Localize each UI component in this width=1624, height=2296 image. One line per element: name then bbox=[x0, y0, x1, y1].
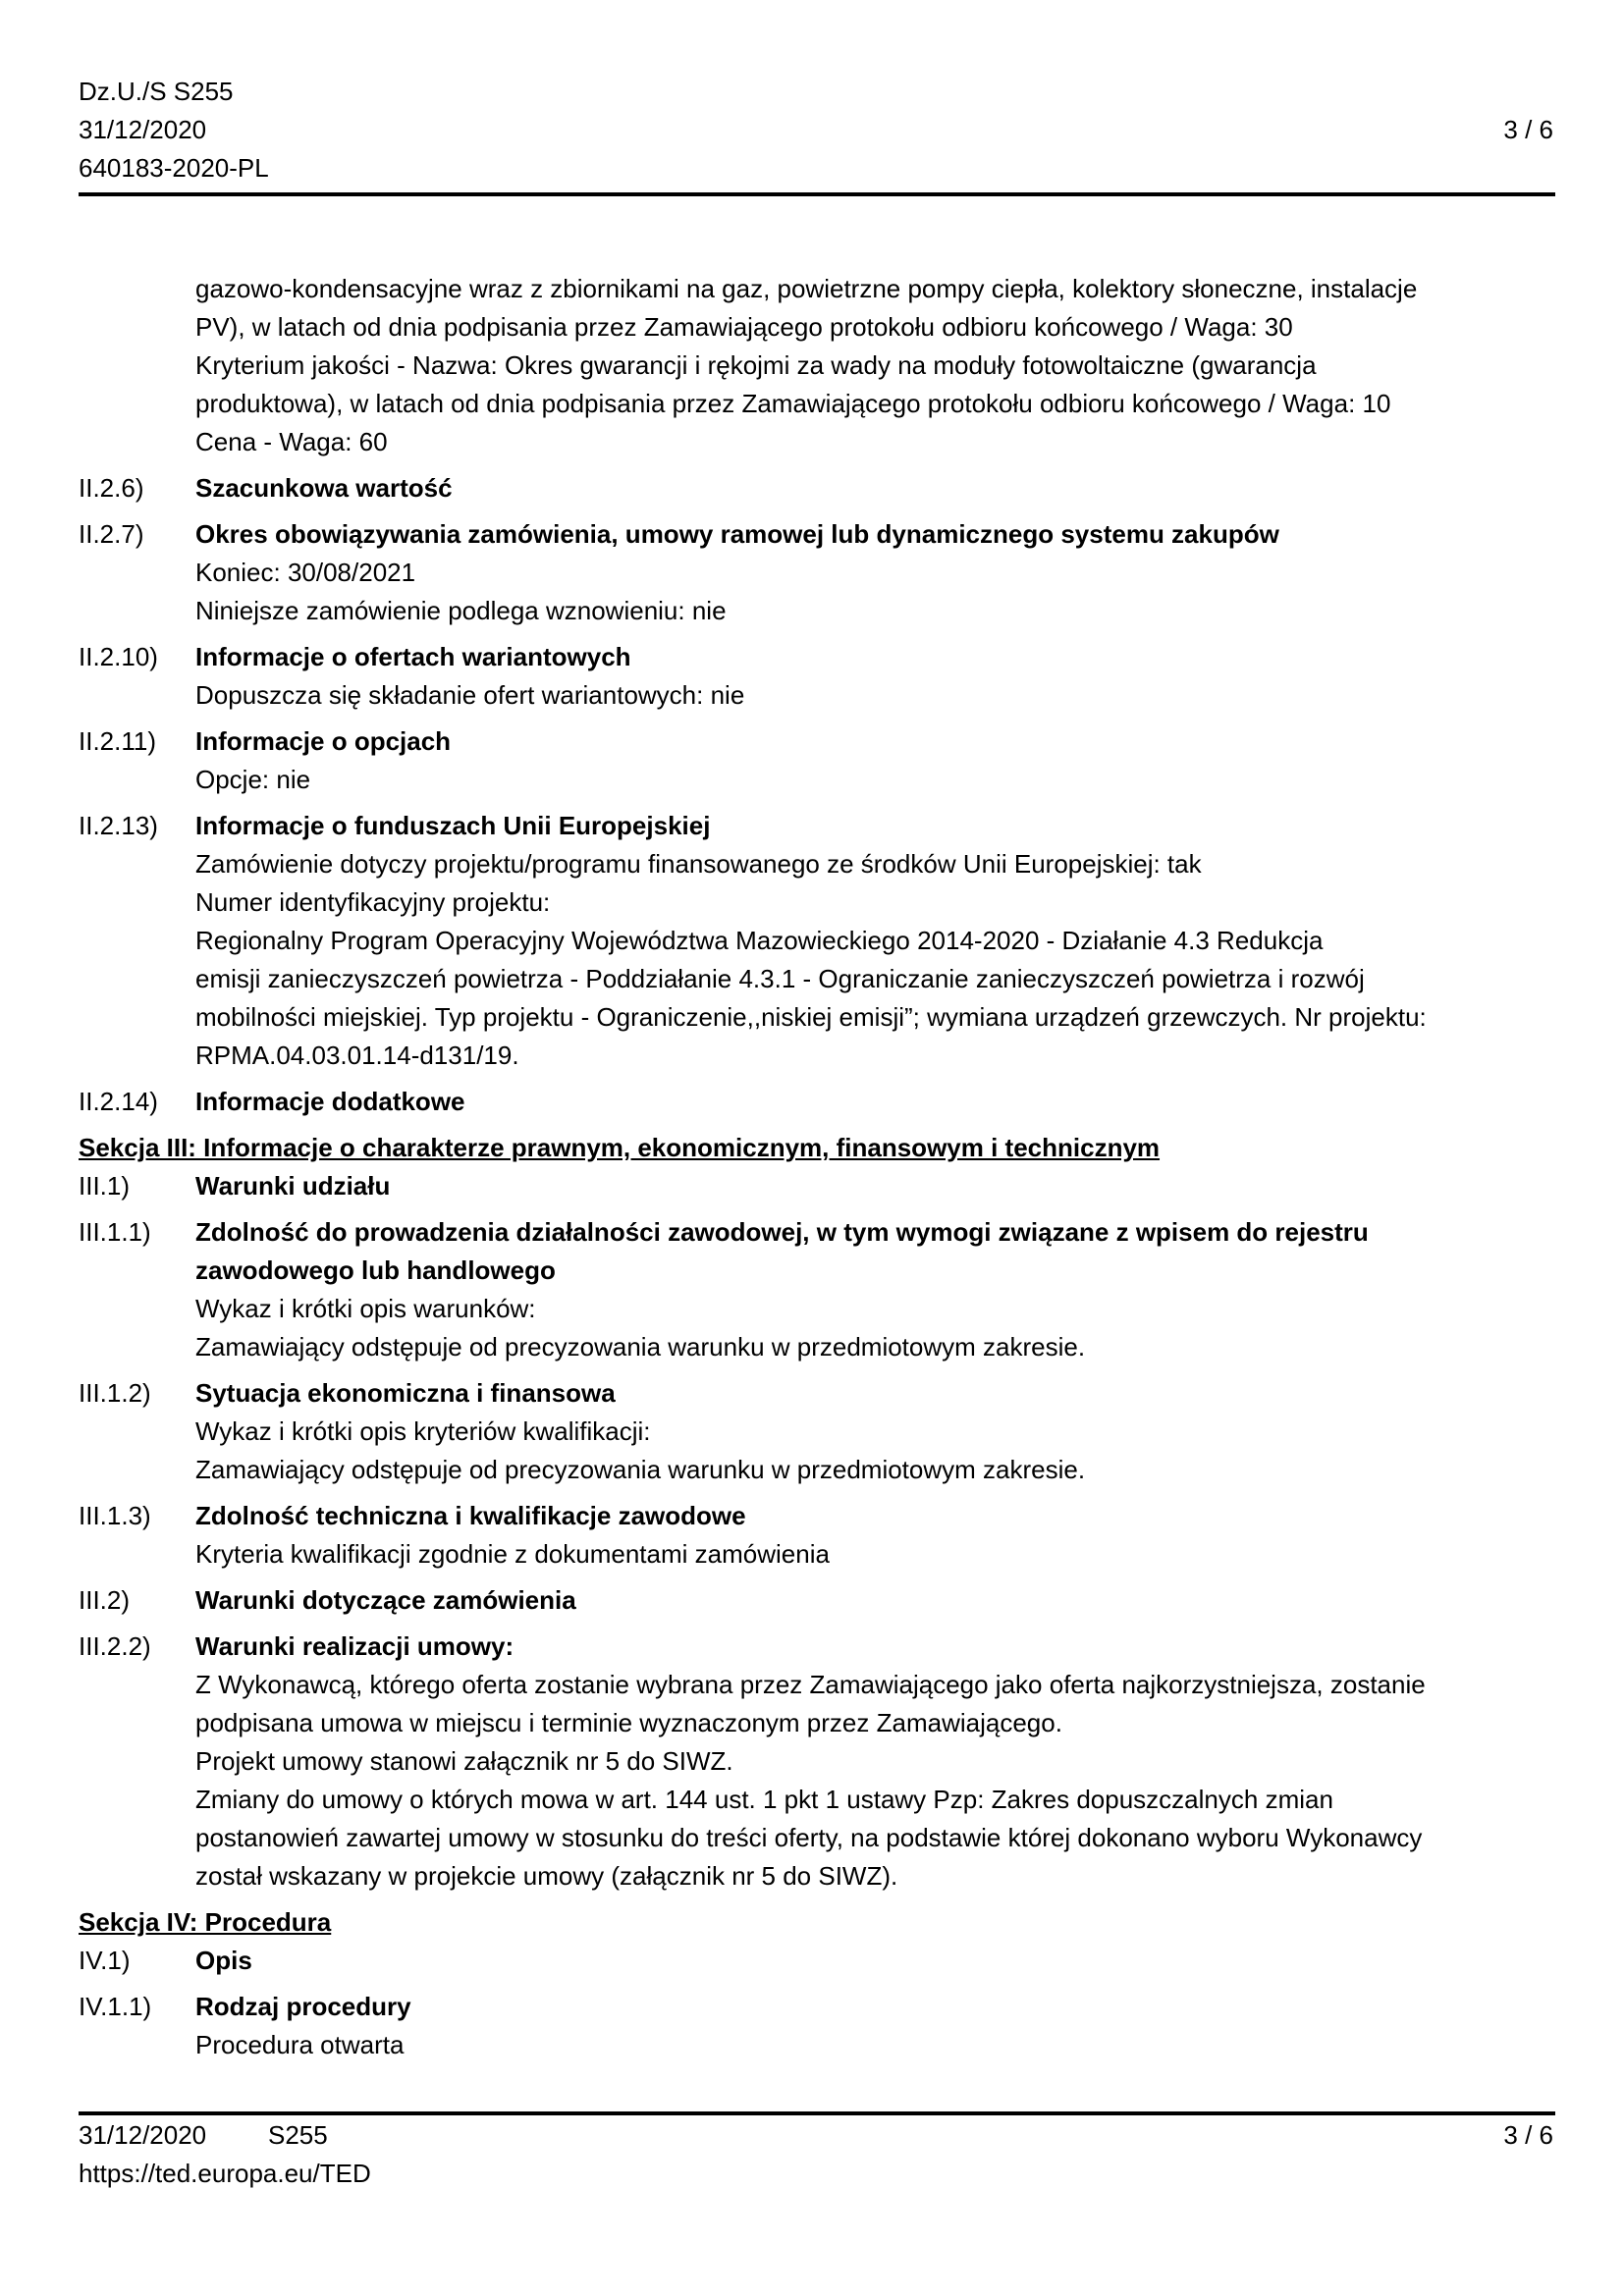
notice-item bbox=[79, 1628, 1555, 1896]
item-title: Warunki dotyczące zamówienia bbox=[195, 1585, 576, 1615]
journal-ref: Dz.U./S S255 bbox=[79, 77, 234, 106]
item-number: IV.1.1) bbox=[79, 1992, 152, 2021]
footer-page-number: 3 / 6 bbox=[1503, 2120, 1553, 2150]
item-title: Warunki udziału bbox=[195, 1171, 391, 1201]
item-text: Numer identyfikacyjny projektu: bbox=[195, 887, 551, 917]
item-text: Zmiany do umowy o których mowa w art. 144 ust. 1 pkt 1 ustawy Pzp: Zakres dopuszczalnych zmian bbox=[195, 1785, 1333, 1814]
item-title: Sytuacja ekonomiczna i finansowa bbox=[195, 1378, 616, 1408]
notice-id: 640183-2020-PL bbox=[79, 153, 269, 183]
item-title: Warunki realizacji umowy: bbox=[195, 1631, 514, 1661]
text-line: Cena - Waga: 60 bbox=[195, 427, 388, 456]
item-text: Wykaz i krótki opis warunków: bbox=[195, 1294, 536, 1323]
item-text: mobilności miejskiej. Typ projektu - Ograniczenie,,niskiej emisji”; wymiana urządzeń grzewczych. Nr projektu: bbox=[195, 1002, 1427, 1032]
notice-item bbox=[79, 1581, 1555, 1620]
item-body bbox=[195, 1628, 1555, 1896]
item-text: Kryteria kwalifikacji zgodnie z dokumentami zamówienia bbox=[195, 1539, 830, 1569]
item-number: II.2.10) bbox=[79, 642, 158, 671]
item-number: III.2) bbox=[79, 1585, 131, 1615]
footer-series: S255 bbox=[268, 2120, 328, 2150]
item-title: Informacje dodatkowe bbox=[195, 1087, 465, 1116]
item-text: został wskazany w projekcie umowy (załącznik nr 5 do SIWZ). bbox=[195, 1861, 898, 1891]
item-number: IV.1) bbox=[79, 1946, 131, 1975]
item-number: II.2.11) bbox=[79, 726, 157, 756]
item-title: Rodzaj procedury bbox=[195, 1992, 411, 2021]
item-text: Procedura otwarta bbox=[195, 2030, 405, 2059]
item-text: Opcje: nie bbox=[195, 765, 311, 794]
notice-item bbox=[79, 722, 1555, 799]
notice-item bbox=[79, 1213, 1555, 1366]
item-body bbox=[195, 1213, 1555, 1366]
item-title: Zdolność do prowadzenia działalności zawodowej, w tym wymogi związane z wpisem do rejestru bbox=[195, 1217, 1369, 1247]
notice-item bbox=[79, 469, 1555, 507]
item-number: III.1.3) bbox=[79, 1501, 151, 1530]
text-line: PV), w latach od dnia podpisania przez Zamawiającego protokołu odbioru końcowego / Waga: 30 bbox=[195, 312, 1293, 342]
notice-item bbox=[79, 1167, 1555, 1205]
item-title: Zdolność techniczna i kwalifikacje zawodowe bbox=[195, 1501, 746, 1530]
notice-item bbox=[79, 1942, 1555, 1980]
item-title: Opis bbox=[195, 1946, 252, 1975]
notice-item bbox=[79, 1497, 1555, 1574]
item-text: podpisana umowa w miejscu i terminie wyznaczonym przez Zamawiającego. bbox=[195, 1708, 1062, 1737]
item-text: Niniejsze zamówienie podlega wznowieniu: nie bbox=[195, 596, 727, 625]
text-line: Kryterium jakości - Nazwa: Okres gwarancji i rękojmi za wady na moduły fotowoltaiczne (gwarancja bbox=[195, 350, 1317, 380]
notice-content bbox=[79, 270, 1555, 2072]
item-text: RPMA.04.03.01.14-d131/19. bbox=[195, 1041, 519, 1070]
item-title: Informacje o funduszach Unii Europejskiej bbox=[195, 811, 711, 840]
notice-item bbox=[79, 515, 1555, 630]
page-footer bbox=[79, 2116, 1555, 2193]
notice-item bbox=[79, 807, 1555, 1075]
footer-date: 31/12/2020 bbox=[79, 2120, 207, 2150]
item-body bbox=[195, 722, 1555, 799]
section-3-items bbox=[79, 1167, 1555, 1896]
item-text: Regionalny Program Operacyjny Województwa Mazowieckiego 2014-2020 - Działanie 4.3 Redukcja bbox=[195, 926, 1324, 955]
item-text: Z Wykonawcą, którego oferta zostanie wybrana przez Zamawiającego jako oferta najkorzystniejsza, zostanie bbox=[195, 1670, 1426, 1699]
notice-item bbox=[79, 1988, 1555, 2064]
item-text: Zamówienie dotyczy projektu/programu finansowanego ze środków Unii Europejskiej: tak bbox=[195, 849, 1202, 879]
item-body bbox=[195, 1497, 1555, 1574]
item-text: Zamawiający odstępuje od precyzowania warunku w przedmiotowym zakresie. bbox=[195, 1332, 1086, 1362]
criteria-continuation bbox=[195, 270, 1555, 461]
item-text: Koniec: 30/08/2021 bbox=[195, 558, 416, 587]
header-divider bbox=[79, 192, 1555, 196]
notice-item bbox=[79, 1374, 1555, 1489]
item-body bbox=[195, 807, 1555, 1075]
item-number: III.1) bbox=[79, 1171, 131, 1201]
item-title: Informacje o opcjach bbox=[195, 726, 452, 756]
item-body bbox=[195, 1167, 1555, 1205]
item-number: III.2.2) bbox=[79, 1631, 151, 1661]
header-page-number: 3 / 6 bbox=[1503, 115, 1553, 144]
item-text: Wykaz i krótki opis kryteriów kwalifikacji: bbox=[195, 1416, 651, 1446]
text-line: produktowa), w latach od dnia podpisania przez Zamawiającego protokołu odbioru końcowego / Waga: 10 bbox=[195, 389, 1391, 418]
item-text: postanowień zawartej umowy w stosunku do treści oferty, na podstawie której dokonano wyboru Wykonawcy bbox=[195, 1823, 1423, 1852]
item-number: II.2.7) bbox=[79, 519, 144, 549]
page-header bbox=[79, 73, 1555, 187]
item-text: Dopuszcza się składanie ofert wariantowych: nie bbox=[195, 680, 745, 710]
section-3-heading: Sekcja III: Informacje o charakterze prawnym, ekonomicznym, finansowym i technicznym bbox=[79, 1133, 1161, 1162]
section-4-items bbox=[79, 1942, 1555, 2064]
item-number: II.2.13) bbox=[79, 811, 158, 840]
item-body bbox=[195, 515, 1555, 630]
item-body bbox=[195, 469, 1555, 507]
item-title: Informacje o ofertach wariantowych bbox=[195, 642, 631, 671]
notice-item bbox=[79, 638, 1555, 715]
section-2-items bbox=[79, 469, 1555, 1121]
item-body bbox=[195, 638, 1555, 715]
document-page bbox=[79, 0, 1555, 2296]
item-number: III.1.2) bbox=[79, 1378, 151, 1408]
item-body bbox=[195, 1374, 1555, 1489]
item-text: Projekt umowy stanowi załącznik nr 5 do SIWZ. bbox=[195, 1746, 733, 1776]
item-body bbox=[195, 1988, 1555, 2064]
item-number: III.1.1) bbox=[79, 1217, 151, 1247]
item-body bbox=[195, 1581, 1555, 1620]
footer-url[interactable]: https://ted.europa.eu/TED bbox=[79, 2159, 371, 2188]
footer-divider bbox=[79, 2111, 1555, 2115]
item-text: emisji zanieczyszczeń powietrza - Poddziałanie 4.3.1 - Ograniczanie zanieczyszczeń powietrza i rozwój bbox=[195, 964, 1365, 993]
item-title: zawodowego lub handlowego bbox=[195, 1255, 556, 1285]
notice-item bbox=[79, 1083, 1555, 1121]
item-title: Okres obowiązywania zamówienia, umowy ramowej lub dynamicznego systemu zakupów bbox=[195, 519, 1279, 549]
item-body bbox=[195, 1083, 1555, 1121]
item-text: Zamawiający odstępuje od precyzowania warunku w przedmiotowym zakresie. bbox=[195, 1455, 1086, 1484]
header-date: 31/12/2020 bbox=[79, 115, 207, 144]
item-number: II.2.6) bbox=[79, 473, 144, 503]
item-body bbox=[195, 1942, 1555, 1980]
item-number: II.2.14) bbox=[79, 1087, 158, 1116]
text-line: gazowo-kondensacyjne wraz z zbiornikami na gaz, powietrzne pompy ciepła, kolektory słoneczne, instalacje bbox=[195, 274, 1418, 303]
section-4-heading: Sekcja IV: Procedura bbox=[79, 1907, 332, 1937]
item-title: Szacunkowa wartość bbox=[195, 473, 453, 503]
